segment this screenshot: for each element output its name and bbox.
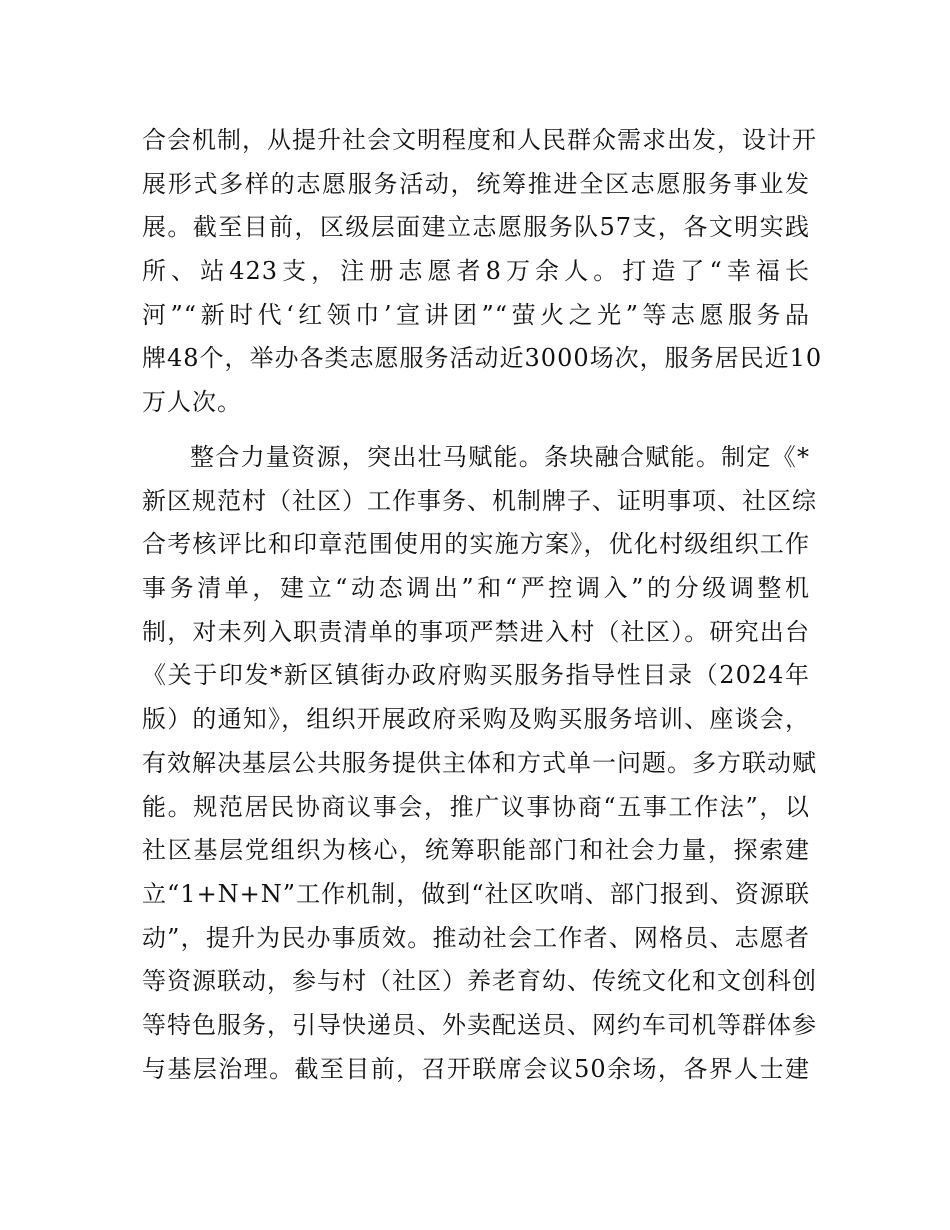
text-line: 事务清单，建立“动态调出”和“严控调入”的分级调整机 bbox=[142, 574, 810, 603]
text-line: 合会机制，从提升社会文明程度和人民群众需求出发，设计开 bbox=[142, 126, 817, 154]
text-line: 河”“新时代‘红领巾’宣讲团”“萤火之光”等志愿服务品 bbox=[142, 300, 810, 329]
text-line: 整合力量资源，突出壮马赋能。条块融合赋能。制定《* bbox=[190, 443, 810, 471]
text-line: 展形式多样的志愿服务活动，统筹推进全区志愿服务事业发 bbox=[142, 169, 810, 198]
text-line: 展。截至目前，区级层面建立志愿服务队57支，各文明实践 bbox=[142, 213, 810, 242]
paragraph-resource-integration bbox=[142, 436, 817, 1091]
text-line: 等资源联动，参与村（社区）养老育幼、传统文化和文创科创 bbox=[142, 967, 817, 996]
text-line: 与基层治理。截至目前，召开联席会议50余场，各界人士建 bbox=[142, 1054, 810, 1083]
text-line: 牌48个，举办各类志愿服务活动近3000场次，服务居民近10 bbox=[142, 344, 823, 373]
text-line: 制，对未列入职责清单的事项严禁进入村（社区）。研究出台 bbox=[142, 617, 810, 646]
text-line: 版）的通知》，组织开展政府采购及购买服务培训、座谈会， bbox=[142, 705, 810, 734]
text-line: 社区基层党组织为核心，统筹职能部门和社会力量，探索建 bbox=[142, 836, 810, 865]
text-line: 动”，提升为民办事质效。推动社会工作者、网格员、志愿者 bbox=[142, 923, 810, 952]
text-line: 立“1+N+N”工作机制，做到“社区吹哨、部门报到、资源联 bbox=[142, 879, 810, 908]
text-line: 能。规范居民协商议事会，推广议事协商“五事工作法”，以 bbox=[142, 792, 810, 821]
text-line: 有效解决基层公共服务提供主体和方式单一问题。多方联动赋 bbox=[142, 748, 817, 777]
paragraph-volunteer-services bbox=[142, 119, 823, 425]
text-line: 万人次。 bbox=[142, 388, 242, 417]
text-line: 等特色服务，引导快递员、外卖配送员、网约车司机等群体参 bbox=[142, 1010, 817, 1039]
text-line: 《关于印发*新区镇街办政府购买服务指导性目录（2024年 bbox=[142, 661, 810, 690]
text-line: 所、站423支，注册志愿者8万余人。打造了“幸福长 bbox=[142, 257, 810, 286]
text-line: 合考核评比和印章范围使用的实施方案》，优化村级组织工作 bbox=[142, 530, 810, 559]
text-line: 新区规范村（社区）工作事务、机制牌子、证明事项、社区综 bbox=[142, 486, 817, 515]
